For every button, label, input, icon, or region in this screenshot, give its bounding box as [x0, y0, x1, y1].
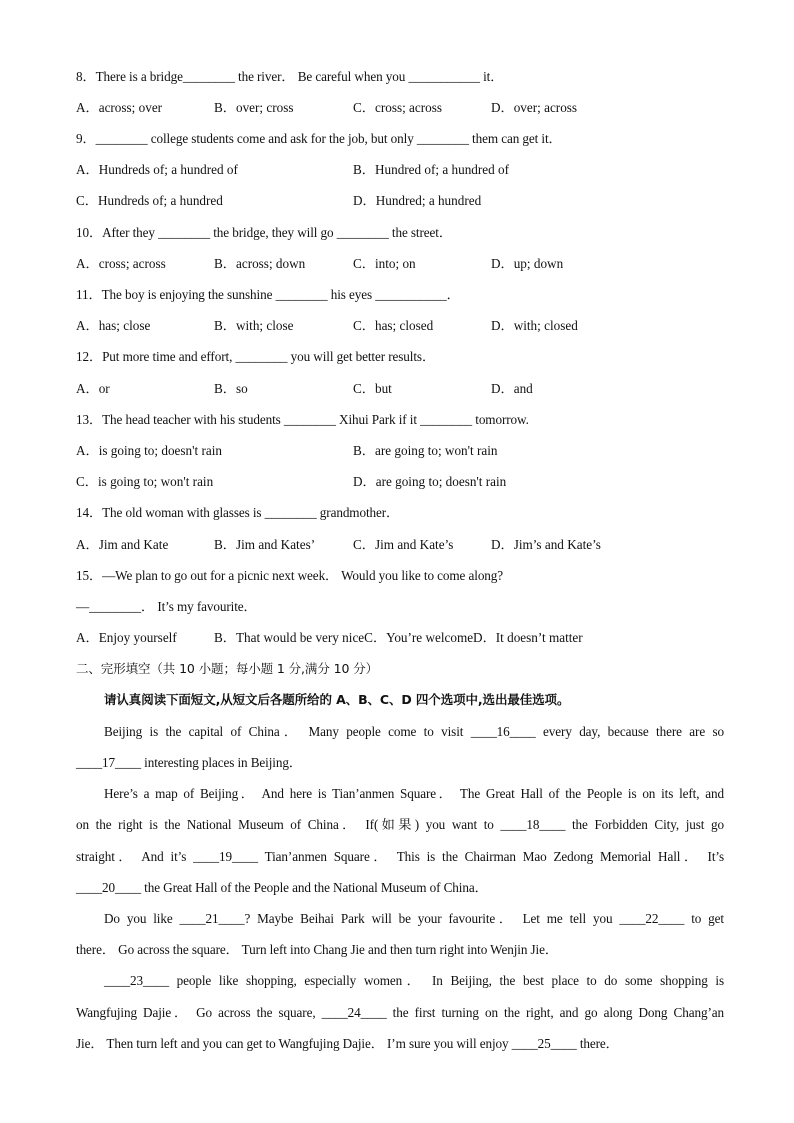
q10-option-d: D．up; down	[491, 256, 564, 271]
passage-line-6: ____20____ the Great Hall of the People and the National Museum of China．	[76, 880, 488, 895]
q13-option-c: C．is going to; won't rain	[76, 474, 214, 489]
q12-option-d: D．and	[491, 381, 533, 396]
passage-line-11: Jie． Then turn left and you can get to Wangfujing Dajie． I’m sure you will enjoy ____25____ there．	[76, 1036, 619, 1051]
q12-option-b: B．so	[214, 381, 248, 396]
q10-option-b: B．across; down	[214, 256, 306, 271]
passage-line-5: straight． And it’s ____19____ Tian’anmen Square． This is the Chairman Mao Zedong Memorial Hall． It’s	[76, 849, 724, 864]
question-11-stem: 11．The boy is enjoying the sunshine ________ his eyes ___________．	[76, 287, 460, 302]
q13-option-b: B．are going to; won't rain	[353, 443, 498, 458]
q8-option-d: D．over; across	[491, 100, 578, 115]
question-13-stem: 13．The head teacher with his students ________ Xihui Park if it ________ tomorrow.	[76, 412, 529, 427]
q14-option-b: B．Jim and Kates’	[214, 537, 316, 552]
q12-option-c: C．but	[353, 381, 392, 396]
passage-line-2: ____17____ interesting places in Beijing．	[76, 755, 302, 770]
question-15-stem-response: —________． It’s my favourite．	[76, 599, 257, 614]
question-9-stem: 9．________ college students come and ask for the job, but only ________ them can get it．	[76, 131, 562, 146]
passage-line-3: Here’s a map of Beijing． And here is Tian’anmen Square． The Great Hall of the People is on its left, and	[104, 786, 724, 801]
q15-option-a: A．Enjoy yourself	[76, 630, 177, 645]
section-instruction: 请认真阅读下面短文,从短文后各题所给的 A、B、C、D 四个选项中,选出最佳选项。	[104, 692, 570, 707]
q11-option-a: A．has; close	[76, 318, 151, 333]
question-10-stem: 10．After they ________ the bridge, they will go ________ the street．	[76, 225, 452, 240]
q9-option-a: A．Hundreds of; a hundred of	[76, 162, 238, 177]
passage-line-4: on the right is the National Museum of China． If(如果) you want to ____18____ the Forbidden City, just go	[76, 817, 724, 832]
q8-option-c: C．cross; across	[353, 100, 443, 115]
q13-option-a: A．is going to; doesn't rain	[76, 443, 222, 458]
q8-option-a: A．across; over	[76, 100, 163, 115]
passage-line-7: Do you like ____21____? Maybe Beihai Park will be your favourite． Let me tell you ____22____ to get	[104, 911, 724, 926]
question-12-stem: 12．Put more time and effort, ________ you will get better results．	[76, 349, 436, 364]
question-8-stem: 8．There is a bridge________ the river． Be careful when you ___________ it．	[76, 69, 504, 84]
q13-option-d: D．are going to; doesn't rain	[353, 474, 507, 489]
passage-line-1: Beijing is the capital of China． Many people come to visit ____16____ every day, because there are so	[104, 724, 724, 739]
q11-option-c: C．has; closed	[353, 318, 434, 333]
q9-option-c: C．Hundreds of; a hundred	[76, 193, 223, 208]
q12-option-a: A．or	[76, 381, 110, 396]
q8-option-b: B．over; cross	[214, 100, 294, 115]
question-14-stem: 14．The old woman with glasses is ________ grandmother．	[76, 505, 400, 520]
q11-option-d: D．with; closed	[491, 318, 578, 333]
passage-line-9: ____23____ people like shopping, especially women． In Beijing, the best place to do some shopping is	[104, 973, 724, 988]
q14-option-a: A．Jim and Kate	[76, 537, 169, 552]
q14-option-d: D．Jim’s and Kate’s	[491, 537, 601, 552]
q10-option-a: A．cross; across	[76, 256, 166, 271]
q14-option-c: C．Jim and Kate’s	[353, 537, 454, 552]
q9-option-b: B．Hundred of; a hundred of	[353, 162, 510, 177]
passage-line-10: Wangfujing Dajie． Go across the square, ____24____ the first turning on the right, and go along Dong Chang’an	[76, 1005, 724, 1020]
q11-option-b: B．with; close	[214, 318, 294, 333]
section-title: 二、完形填空（共 10 小题；每小题 1 分,满分 10 分）	[76, 661, 378, 676]
q10-option-c: C．into; on	[353, 256, 416, 271]
question-15-stem: 15．—We plan to go out for a picnic next week． Would you like to come along?	[76, 568, 504, 583]
passage-line-8: there． Go across the square． Turn left into Chang Jie and then turn right into Wenjin Jie．	[76, 942, 558, 957]
q9-option-d: D．Hundred; a hundred	[353, 193, 482, 208]
q15-option-bcd: B．That would be very niceC．You’re welcomeD．It doesn’t matter	[214, 630, 583, 645]
